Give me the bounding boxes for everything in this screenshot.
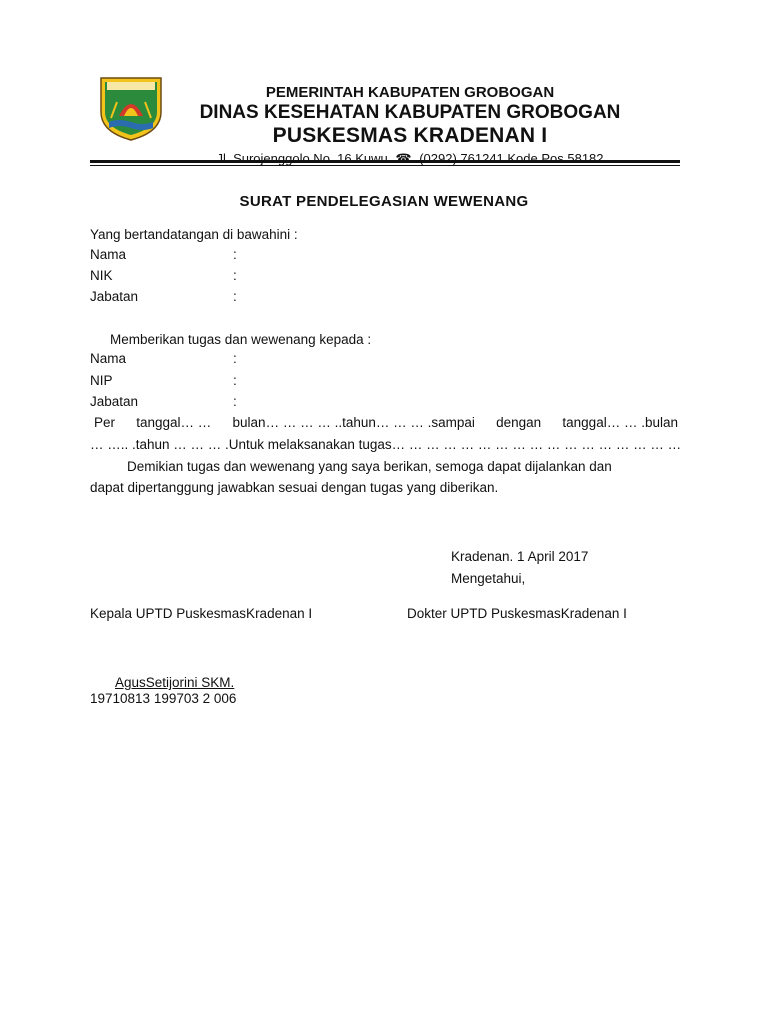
letterhead-rule-thin	[90, 165, 680, 166]
letterhead-government: PEMERINTAH KABUPATEN GROBOGAN	[265, 84, 555, 101]
closing-line-1: Demikian tugas dan wewenang yang saya berikan, semoga dapat dijalankan dan	[127, 459, 612, 474]
undersigned-position-label: Jabatan	[90, 289, 139, 304]
delegate-intro: Memberikan tugas dan wewenang kepada :	[110, 332, 372, 347]
undersigned-name-colon: :	[233, 247, 237, 262]
signatory-nip: 19710813 199703 2 006	[90, 691, 237, 706]
place-date: Kradenan. 1 April 2017	[451, 549, 589, 564]
left-signatory-title: Kepala UPTD PuskesmasKradenan I	[90, 606, 313, 621]
period-word: tanggal… … .bulan	[562, 415, 678, 430]
letterhead-rule-thick	[90, 160, 680, 163]
delegate-nip-label: NIP	[90, 373, 113, 388]
letterhead	[170, 84, 650, 168]
letterhead-agency: DINAS KESEHATAN KABUPATEN GROBOGAN	[199, 102, 621, 123]
undersigned-nik-label: NIK	[90, 268, 113, 283]
letterhead-phone: (0292) 761241 Kode Pos 58182	[419, 151, 604, 166]
letterhead-institution: PUSKESMAS KRADENAN I	[272, 124, 548, 147]
letterhead-address: Jl. Surojenggolo No. 16 Kuwu	[216, 151, 388, 166]
delegate-name-colon: :	[233, 351, 237, 366]
signatory-name: AgusSetijorini SKM.	[115, 675, 235, 690]
delegate-nip-colon: :	[233, 373, 237, 388]
delegate-position-colon: :	[233, 394, 237, 409]
delegate-name-label: Nama	[90, 351, 127, 366]
undersigned-nik-colon: :	[233, 268, 237, 283]
telephone-icon: ☎	[395, 151, 412, 166]
period-word: dengan	[496, 415, 542, 430]
document-title: SURAT PENDELEGASIAN WEWENANG	[239, 193, 529, 210]
delegate-position-label: Jabatan	[90, 394, 139, 409]
period-word: Per	[94, 415, 116, 430]
right-signatory-title: Dokter UPTD PuskesmasKradenan I	[407, 606, 627, 621]
undersigned-name-label: Nama	[90, 247, 127, 262]
period-line-1	[94, 415, 678, 430]
period-word: tanggal… …	[136, 415, 212, 430]
undersigned-intro: Yang bertandatangan di bawahini :	[90, 227, 298, 242]
period-line-2: … ….. .tahun … … … .Untuk melaksanakan tugas… … … … … … … … … … … … … … … … …	[90, 437, 682, 452]
period-word: bulan… … … … ..tahun… … … .sampai	[232, 415, 475, 430]
closing-line-2: dapat dipertanggung jawabkan sesuai dengan tugas yang diberikan.	[90, 480, 499, 495]
undersigned-position-colon: :	[233, 289, 237, 304]
acknowledged-label: Mengetahui,	[451, 571, 526, 586]
grobogan-emblem-logo	[97, 72, 165, 142]
